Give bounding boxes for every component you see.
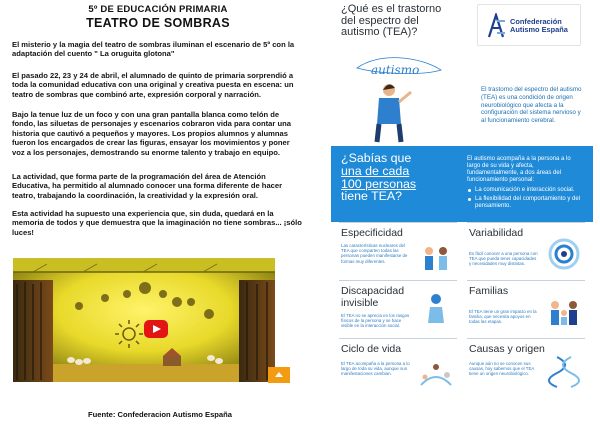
card-title: Causas y origen [469,343,545,355]
blue-q-line-4: tiene TEA? [341,189,403,204]
did-you-know-body [467,156,585,212]
card-text: El TEA tiene un gran impacto en la familia, que necesita apoyos en todas las etapas. [469,309,537,325]
autism-infographic [331,0,593,424]
person-figure [349,46,449,144]
blue-q-line-3: 100 personas [341,176,417,191]
confederacion-logo [477,4,581,46]
infographic-header [339,0,585,145]
card-causas-y-origen [467,338,585,394]
article-paragraph-2: El pasado 22, 23 y 24 de abril, el alumnado de quinto de primaria sorprendió a toda la comunidad educativa con una original y creativa puesta en escena: un teatro de sombras que combinó arte, expresión corporal y narración. [12,71,294,99]
did-you-know-question [341,152,461,203]
dna-icon [547,355,581,389]
card-ciclo-de-vida [339,338,457,394]
chevron-up-icon[interactable] [268,367,290,383]
blue-q-line-2: una de cada [341,163,410,178]
logo-mark-icon [486,13,506,39]
logo-text-line-1: Confederación [510,17,562,26]
person-thinking-icon [349,46,449,144]
card-title-line-2: invisible [341,296,379,309]
logo-text-line-2: Autismo España [510,25,568,35]
card-discapacidad-invisible [339,280,457,336]
people-variety-icon [419,241,453,275]
article-paragraph-5: Esta actividad ha supuesto una experiencia que, sin duda, quedará en la memoria de todos y que demuestra que la imaginación no tiene sombras... ¡sólo luces! [12,209,302,237]
family-icon [547,295,581,329]
definition-text: El trastorno del espectro del autismo (TEA) es una condición de origen neurobiológico que afecta a la configuración del sistema nervioso y al funcionamiento cerebral. [481,86,582,125]
source-credit: Fuente: Confederacion Autismo España [88,410,233,419]
article-paragraph-1: El misterio y la magia del teatro de sombras iluminan el escenario de 5º con la adaptación del cuento " La oruguita glotona" [12,40,295,59]
shadow-theater-photo [13,258,275,382]
video-thumbnail[interactable] [13,258,275,382]
blue-q-line-1: ¿Sabías que [341,151,412,165]
person-silhouette-icon [419,291,453,325]
card-title: Especificidad [341,227,403,239]
play-icon[interactable] [144,320,168,338]
article-title: TEATRO DE SOMBRAS [86,16,230,30]
areas-list-item: La flexibilidad del comportamiento y del pensamiento. [467,196,585,210]
did-you-know-banner [331,146,593,222]
card-title: Ciclo de vida [341,343,402,355]
card-text: El TEA acompaña a la persona a lo largo de toda su vida, aunque sus manifestaciones cambian. [341,361,410,377]
card-title: Familias [469,285,509,297]
article-paragraph-3: Bajo la tenue luz de un foco y con una gran pantalla blanca como telón de fondo, las siluetas de personajes y escenarios cobraron vida para contar una historia que cautivó a pequeños y mayores. Los propios alumnos y alumnas fueron los encargados de crear las figuras, ensayar los movimientos y poner voz a los personajes, demostrando su enorme talento y trabajo en equipo. [12,110,291,157]
characteristics-grid [339,222,585,394]
infographic-question: ¿Qué es el trastorno del espectro del autismo (TEA)? [341,3,442,39]
figure-word: autismo [371,63,420,77]
card-text: Es fácil conocer a una persona con TEA que pueda tener capacidades y necesidades muy distintas. [469,251,538,267]
card-title [341,286,404,309]
card-title: Variabilidad [469,227,524,239]
areas-list-item: La comunicación e interacción social. [467,187,585,194]
spectrum-icon [547,237,581,271]
areas-list [467,187,585,210]
card-familias [467,280,585,336]
card-text: Aunque aún no se conocen sus causas, hoy sabemos que el TEA tiene un origen neurobiológico. [469,361,535,377]
card-especificidad [339,222,457,278]
life-cycle-icon [419,355,453,389]
card-text: Las características nucleares del TEA que comparten todas las personas pueden manifestarse de formas muy diferentes. [341,243,408,264]
card-title-line-1: Discapacidad [341,285,405,297]
grade-line: 5º DE EDUCACIÓN PRIMARIA [88,4,228,15]
card-text: El TEA no se aprecia en los rasgos físicos de la persona y se hace visible en la interacción social. [341,313,410,329]
blue-body-text: El autismo acompaña a la persona a lo largo de su vida y afecta, fundamentalmente, a dos áreas del funcionamiento personal: [467,156,571,183]
card-variabilidad [467,222,585,278]
article-paragraph-4: La actividad, que forma parte de la programación del área de Atención Educativa, ha permitido al alumnado conocer una forma diferente de hacer teatro, trabajando la coordinación, la creatividad y la expresión oral. [12,172,283,200]
